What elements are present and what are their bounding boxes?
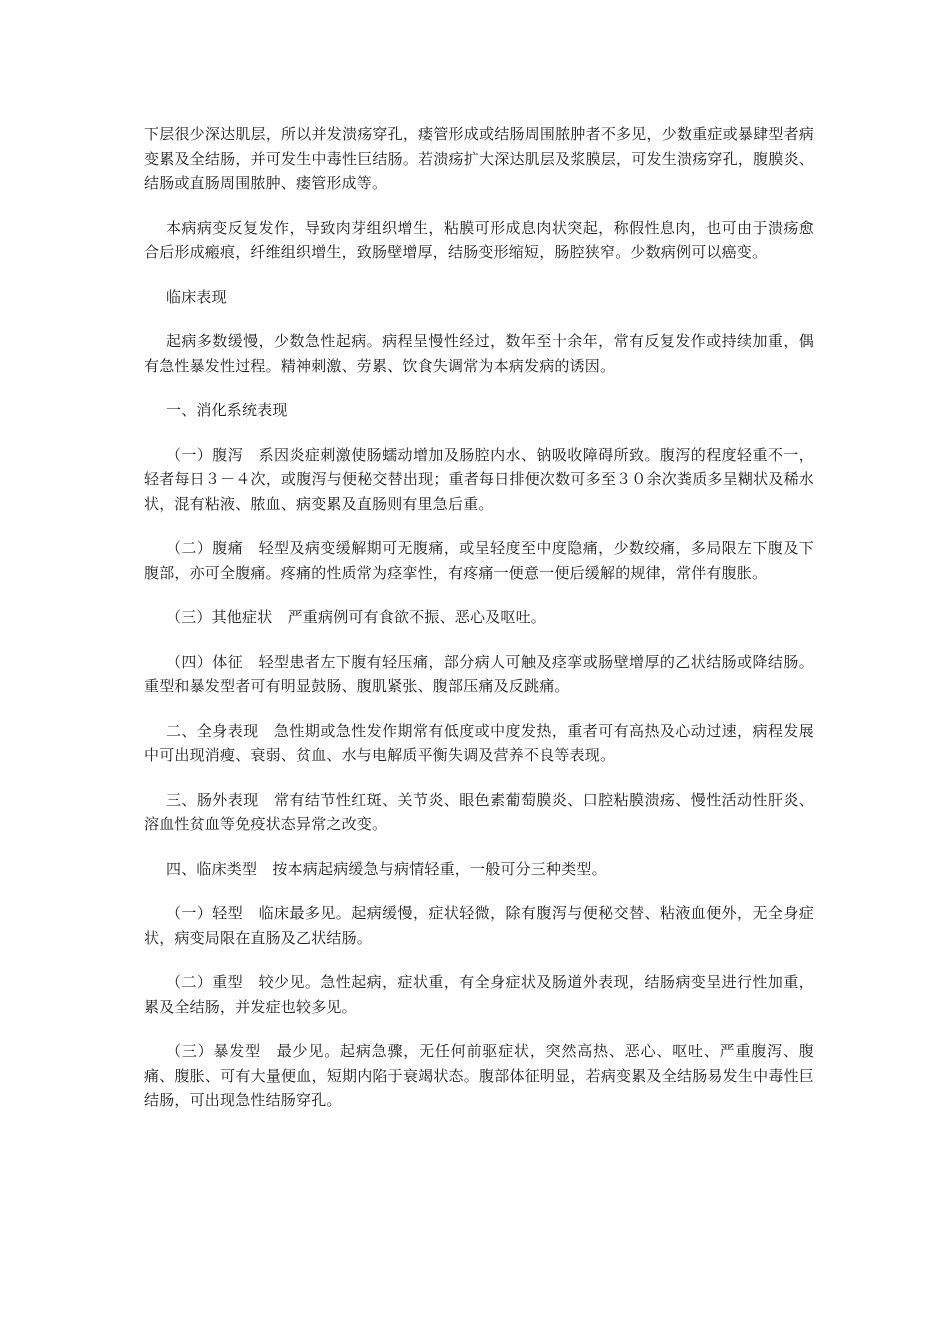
paragraph-pathology: 本病病变反复发作，导致肉芽组织增生，粘膜可形成息肉状突起，称假性息肉，也可由于溃疡愈合后形成瘢痕，纤维组织增生，致肠壁增厚，结肠变形缩短，肠腔狭窄。少数病例可以癌变。 (144, 218, 814, 261)
document-page (144, 122, 814, 1133)
paragraph-mild-type: （一）轻型 临床最多见。起病缓慢，症状轻微，除有腹泻与便秘交替、粘液血便外，无全身症状，病变局限在直肠及乙状结肠。 (144, 904, 814, 947)
paragraph-systemic: 二、全身表现 急性期或急性发作期常有低度或中度发热，重者可有高热及心动过速，病程发展中可出现消瘦、衰弱、贫血、水与电解质平衡失调及营养不良等表现。 (144, 721, 814, 764)
paragraph-abdominal-pain: （二）腹痛 轻型及病变缓解期可无腹痛，或呈轻度至中度隐痛，少数绞痛，多局限左下腹及下腹部，亦可全腹痛。疼痛的性质常为痉挛性，有疼痛一便意一便后缓解的规律，常伴有腹胀。 (144, 539, 814, 582)
paragraph-fulminant-type: （三）暴发型 最少见。起病急骤，无任何前驱症状，突然高热、恶心、呕吐、严重腹泻、腹痛、腹胀、可有大量便血，短期内陷于衰竭状态。腹部体征明显，若病变累及全结肠易发生中毒性巨结肠，可出现急性结肠穿孔。 (144, 1042, 814, 1109)
paragraph-signs: （四）体征 轻型患者左下腹有轻压痛，部分病人可触及痉挛或肠壁增厚的乙状结肠或降结肠。重型和暴发型者可有明显鼓肠、腹肌紧张、腹部压痛及反跳痛。 (144, 652, 814, 695)
paragraph-clinical-types: 四、临床类型 按本病起病缓急与病情轻重，一般可分三种类型。 (166, 859, 607, 878)
paragraph-onset: 起病多数缓慢，少数急性起病。病程呈慢性经过，数年至十余年，常有反复发作或持续加重，偶有急性暴发性过程。精神刺激、劳累、饮食失调常为本病发病的诱因。 (144, 332, 814, 375)
paragraph-extraintestinal: 三、肠外表现 常有结节性红斑、关节炎、眼色素葡萄膜炎、口腔粘膜溃疡、慢性活动性肝炎、溶血性贫血等免疫状态异常之改变。 (144, 790, 814, 833)
paragraph-diarrhea: （一）腹泻 系因炎症刺激使肠蠕动增加及肠腔内水、钠吸收障碍所致。腹泻的程度轻重不一，轻者每日３－４次，或腹泻与便秘交替出现；重者每日排便次数可多至３０余次粪质多呈糊状及稀水状，混有粘液、脓血、病变累及直肠则有里急后重。 (144, 445, 814, 513)
section-heading-clinical: 临床表现 (166, 287, 227, 306)
subheading-digestive: 一、消化系统表现 (166, 401, 288, 419)
paragraph-continuation: 下层很少深达肌层，所以并发溃疡穿孔，瘘管形成或结肠周围脓肿者不多见，少数重症或暴肆型者病变累及全结肠，并可发生中毒性巨结肠。若溃疡扩大深达肌层及浆膜层，可发生溃疡穿孔，腹膜炎、结肠或直肠周围脓肿、瘘管形成等。 (144, 125, 814, 192)
paragraph-severe-type: （二）重型 较少见。急性起病，症状重，有全身症状及肠道外表现，结肠病变呈进行性加重，累及全结肠，并发症也较多见。 (144, 973, 814, 1016)
paragraph-other-symptoms: （三）其他症状 严重病例可有食欲不振、恶心及呕吐。 (166, 608, 547, 626)
